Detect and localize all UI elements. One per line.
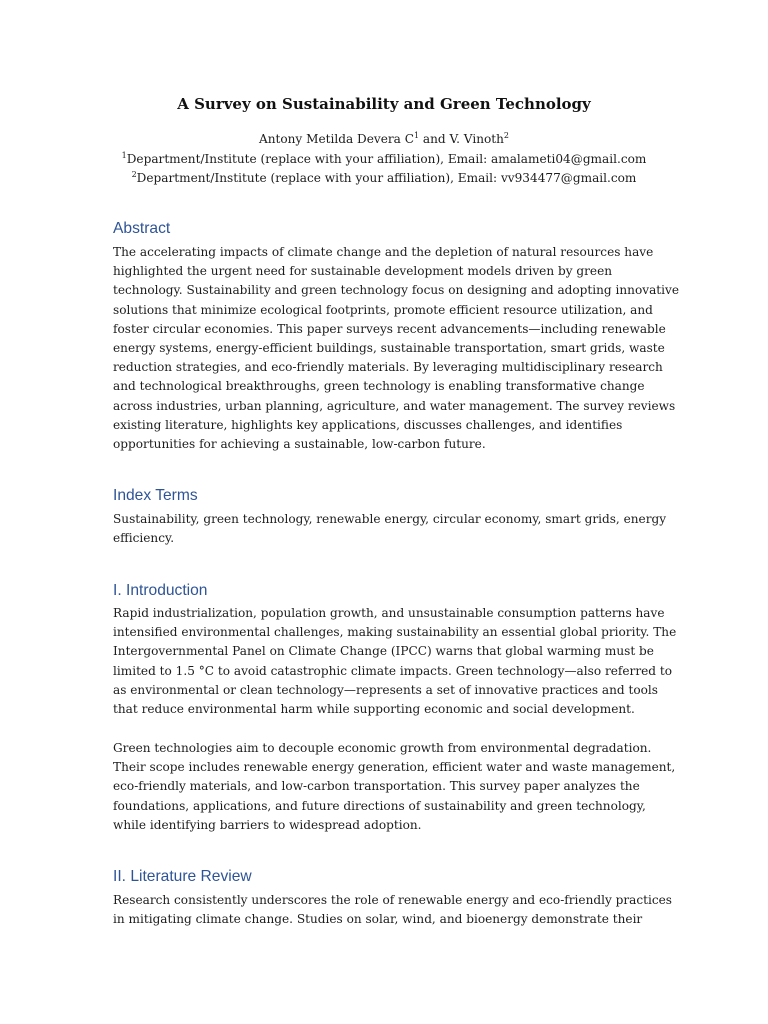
index-terms-heading: Index Terms [113, 487, 198, 504]
text-line: existing literature, highlights key applications, discusses challenges, and identifies [113, 417, 623, 432]
affiliation-marker: 1 [413, 131, 420, 140]
text-line: and technological breakthroughs, green technology is enabling transformative change [113, 379, 645, 394]
affiliation-text: Department/Institute (replace with your affiliation), Email: amalameti04@gmail.com [126, 151, 647, 166]
affiliation-line [0, 150, 768, 170]
text-line: reduction strategies, and eco-friendly materials. By leveraging multidisciplinary research [113, 360, 663, 375]
paper-title: A Survey on Sustainability and Green Technology [177, 95, 591, 113]
author-name: Antony Metilda Devera C [258, 132, 414, 146]
text-line: limited to 1.5 °C to avoid catastrophic climate impacts. Green technology—also referred to [113, 663, 672, 678]
text-line: Research consistently underscores the role of renewable energy and eco-friendly practices [113, 893, 673, 907]
text-line: solutions that minimize ecological footprints, promote efficient resource utilization, and [113, 302, 653, 317]
text-line: energy systems, energy-efficient buildings, sustainable transportation, smart grids, waste [113, 341, 665, 356]
author-name: V. Vinoth [449, 132, 504, 146]
text-line: foundations, applications, and future directions of sustainability and green technology, [113, 798, 646, 813]
literature-review-heading: II. Literature Review [113, 868, 252, 885]
abstract-text [113, 243, 680, 454]
affiliation-text: Department/Institute (replace with your affiliation), Email: vv934477@gmail.com [136, 171, 637, 185]
abstract-heading: Abstract [113, 220, 171, 237]
text-line: while identifying barriers to widespread adoption. [113, 817, 422, 832]
text-line: intensified environmental challenges, making sustainability an essential global priority. The [113, 625, 677, 640]
text-line: Intergovernmental Panel on Climate Change (IPCC) warns that global warming must be [113, 644, 654, 659]
index-terms-text [113, 510, 673, 548]
text-line: eco-friendly materials, and low-carbon transportation. This survey paper analyzes the [113, 779, 640, 794]
text-line: in mitigating climate change. Studies on solar, wind, and bioenergy demonstrate their [113, 912, 643, 927]
author-joiner: and [419, 132, 450, 146]
author-block [0, 130, 768, 189]
introduction-paragraph [113, 739, 676, 835]
affiliation-marker: 2 [131, 170, 137, 179]
literature-review-text [113, 891, 673, 929]
text-line: Green technologies aim to decouple economic growth from environmental degradation. [113, 741, 652, 755]
text-line: efficiency. [113, 531, 175, 546]
text-line: that reduce environmental harm while supporting economic and social development. [113, 702, 635, 717]
text-line: across industries, urban planning, agriculture, and water management. The survey reviews [113, 398, 676, 413]
text-line: Their scope includes renewable energy generation, efficient water and waste management, [113, 760, 676, 775]
text-line: foster circular economies. This paper surveys recent advancements—including renewable [113, 321, 666, 336]
affiliation-line [0, 169, 768, 189]
introduction-heading: I. Introduction [113, 582, 208, 599]
text-line: highlighted the urgent need for sustainable development models driven by green [113, 264, 613, 279]
text-line: opportunities for achieving a sustainable, low-carbon future. [113, 437, 486, 452]
text-line: Rapid industrialization, population growth, and unsustainable consumption patterns have [113, 606, 665, 620]
author-line [0, 130, 768, 150]
text-line: technology. Sustainability and green technology focus on designing and adopting innovative [113, 283, 680, 298]
affiliation-marker: 1 [121, 150, 127, 160]
affiliation-marker: 2 [503, 131, 510, 140]
text-line: Sustainability, green technology, renewable energy, circular economy, smart grids, energy [113, 512, 667, 526]
text-line: as environmental or clean technology—represents a set of innovative practices and tools [113, 682, 658, 697]
text-line: The accelerating impacts of climate change and the depletion of natural resources have [113, 245, 654, 259]
introduction-paragraph [113, 604, 677, 719]
